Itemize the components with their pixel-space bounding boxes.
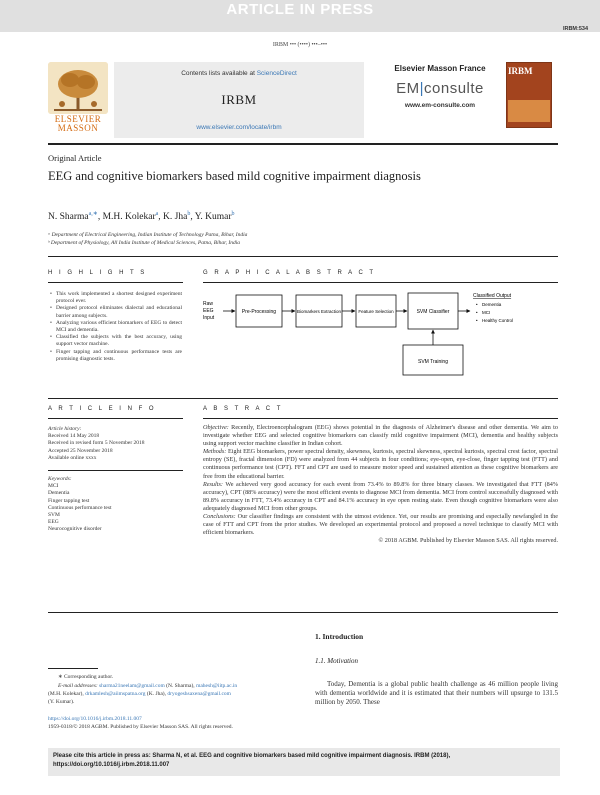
preprocessing-label: Pre-Processing [241,309,277,315]
author-name: N. Sharma [48,212,89,223]
graphical-abstract-diagram [198,285,558,395]
author-affiliation-mark[interactable]: a [155,211,159,217]
keyword: SVM [48,512,60,519]
sciencedirect-link[interactable]: ScienceDirect [256,70,297,77]
email-label: E-mail addresses: [58,683,98,689]
highlight-item: • This work implemented a shortest designed experiment protocol ever. [50,291,182,305]
output-item: MCI [482,310,491,315]
contents-prefix: Contents lists available at [181,70,257,77]
article-history [48,426,183,462]
journal-name: IRBM [221,92,257,107]
divider [48,612,558,613]
cover-title: IRBM [508,66,533,76]
author-affiliation-mark[interactable]: a,∗ [88,211,98,217]
copyright-notice: © 2018 AGBM. Published by Elsevier Masson SAS. All rights reserved. [378,537,558,545]
email-link[interactable]: sharma21neelam@gmail.com [99,683,165,689]
introduction-text: Today, Dementia is a global public health challenge as 46 million people living with dementia worldwide and it is estimated that their numbers will upsurge to 131.5 million by 2050. These [315,680,558,706]
em-logo-left: EM [396,80,420,97]
email-line: (Y. Kumar). [48,699,75,705]
journal-url-link[interactable]: www.elsevier.com/locate/irbm [196,124,282,131]
abstract-text: Our classifier findings are consistent with the utmost evidence. Yet, our results are promising and especially newfangled in the case of FTT and CPT from the prior studies. We developed an experimental protocol and proposed a novel technique to classify MCI with efficient biomarkers. [203,513,558,537]
output-item: Healthy Control [482,318,514,323]
citation-bold: Please cite this article in press as: Sharma N, et al. EEG and cognitive biomarkers based mild cognitive impairment diagnosis. IRBM (2018), [53,753,451,759]
footnote-rule [48,668,98,669]
author-name: Y. Kumar [194,212,232,223]
output-item-bullet: • [476,310,478,315]
graphical-abstract-heading: G R A P H I C A L A B S T R A C T [203,270,376,276]
output-item-bullet: • [476,318,478,323]
divider [48,282,183,283]
email-link[interactable]: drkamlesh@aiimspatna.org [85,691,146,697]
email-link[interactable]: dryogeshsaxena@gmail.com [167,691,231,697]
history-item: Received in revised form 5 November 2018 [48,440,145,447]
history-item: Available online xxxx [48,454,97,461]
abstract-text: Recently, Electroencephalogram (EEG) shows potential in the diagnosis of Alzheimer's disease and other dementia. We aim to investigate whether EEG and selected cognitive biomarkers can classify mild cognitive impairment (MCI), dementia and healthy subjects using support vector machine classifier in Indian cohort. [203,424,558,448]
highlight-item: • Designed protocol eliminates dialectal and educational barrier among subjects. [50,305,182,319]
keyword: MCI [48,483,59,490]
keyword: Neurocognitive disorder [48,526,102,533]
highlight-item: • Analyzing various efficient biomarkers of EEG to detect MCI and dementia. [50,320,182,334]
keywords-block [48,476,183,534]
feature-selection-label: Feature Selection [358,309,394,314]
paper-title: EEG and cognitive biomarkers based mild cognitive impairment diagnosis [48,169,421,183]
elsevier-tree-logo [48,62,108,114]
abstract-body [203,424,558,545]
abstract-paragraph [203,513,558,537]
email-line [48,691,303,698]
divider [48,256,558,257]
keyword: Dementia [48,490,70,497]
banner-title: ARTICLE IN PRESS [226,1,374,18]
email-link[interactable]: mahesh@iitp.ac.in [196,683,238,689]
em-logo-right: consulte [424,80,484,97]
citation-text [53,752,558,770]
citation-doi-link[interactable]: https://doi.org/10.1016/j.irbm.2018.11.007 [53,762,170,768]
journal-reference: IRBM ••• (••••) •••–••• [272,42,328,48]
input-label: Input [203,315,215,321]
header-rule [48,143,558,145]
abstract-paragraph [203,448,558,480]
author-name: M.H. Kolekar [102,212,156,223]
output-item-bullet: • [476,302,478,307]
history-label: Article history: [48,426,82,432]
abstract-label: Objective: [203,424,229,431]
divider [203,282,558,283]
em-url-link[interactable]: www.em-consulte.com [404,102,476,109]
abstract-label: Conclusions: [203,513,236,521]
highlights-heading: H I G H L I G H T S [48,270,147,276]
article-code: IRBM:534 [562,26,588,32]
author-affiliation-mark[interactable]: b [231,211,235,217]
keywords-label: Keywords: [48,476,72,482]
abstract-paragraph [203,481,558,513]
introduction-heading: 1. Introduction [315,632,364,641]
email-owner: (M.H. Kolekar), [48,691,86,697]
contents-line [114,70,364,77]
output-title: Classified Output [473,293,512,299]
output-item: Dementia [482,302,502,307]
abstract-label: Methods: [203,448,227,456]
keyword: Continuous performance test [48,504,112,511]
abstract-label: Results: [203,480,223,488]
masson-wordmark: MASSON [57,123,99,133]
corresponding-author-note: ∗ Corresponding author. [58,674,114,680]
author-list: N. Sharma$^{a,∗}$, M.H. Kolekar$^a$, K. Jha$^b$, Y. Kumar$^b$ [48,211,235,223]
abstract-paragraph [203,424,558,448]
motivation-heading: 1.1. Motivation [315,657,358,665]
email-owner: (N. Sharma), [164,683,197,689]
abstract-text: We achieved very good accuracy for each event from 73.4% to 89.8% for three binary classes. We investigated that FTT (84% accuracy), CPT (88% accuracy) were the most efficient events to diagnose MCI from dementia. MCI from control successfully diagnosed with 89.8% accuracy in FTT, 73.4% accuracy in CPT and 84.1% accuracy in eye open resting state. Even though cognitive biomarkers were also adequately diagnosed MCI from other groups. [203,480,558,512]
keyword: Finger tapping test [48,497,90,504]
divider [48,418,183,419]
divider [48,398,558,399]
divider [203,418,558,419]
affiliation-a: ᵃ Department of Electrical Engineering, Indian Institute of Technology Patna, Bihar, India [48,232,248,238]
em-consulte-logo [370,80,510,97]
input-label: EEG [203,308,214,314]
email-owner: (K. Jha), [145,691,168,697]
highlight-item: • Finger tapping and continuous performance tests are promising diagnostic tests. [50,349,182,363]
history-item: Accepted 25 November 2018 [48,447,113,454]
article-info-heading: A R T I C L E I N F O [48,406,157,412]
svm-classifier-label: SVM Classifier [416,309,450,315]
issn-line: 1959-0318/© 2018 AGBM. Published by Elsevier Masson SAS. All rights reserved. [48,724,233,730]
affiliation-b: ᵇ Department of Physiology, All India Institute of Medical Sciences, Patna, Bihar, India [48,240,241,246]
author-affiliation-mark[interactable]: b [187,211,191,217]
email-line [48,683,303,690]
em-publisher: Elsevier Masson France [394,64,486,73]
input-label: Raw [203,301,214,307]
doi-link[interactable]: https://doi.org/10.1016/j.irbm.2018.11.007 [48,716,142,722]
history-item: Received 14 May 2018 [48,433,100,440]
svm-training-label: SVM Training [417,359,449,365]
elsevier-wordmark: ELSEVIER [54,114,102,124]
article-type: Original Article [48,153,102,163]
keyword: EEG [48,519,59,526]
highlight-item: • Classified the subjects with the best accuracy, using support vector machine. [50,334,182,348]
divider [48,470,183,471]
em-logo-bar: | [419,80,425,97]
biomarkers-label: Biomarkers Extraction [296,309,342,314]
highlights-list [50,291,182,363]
author-name: K. Jha [163,212,188,223]
cover-band [508,100,550,122]
abstract-text: Eight EEG biomarkers, power spectral density, skewness, kurtosis, spectral skewness, spectral kurtosis, spectral crest factor, spectral entropy (SE), fractal dimension (FD) were analyzed from 44 subjects in four conditions; eye-open, eye-close, finger tapping test (FTT) and continuous performance test (CPT). FFT and CPT are used to measure motor speed and sustained attention as these cognitive biomarkers are free from the educational barrier. [203,448,558,480]
abstract-heading: A B S T R A C T [203,406,283,412]
